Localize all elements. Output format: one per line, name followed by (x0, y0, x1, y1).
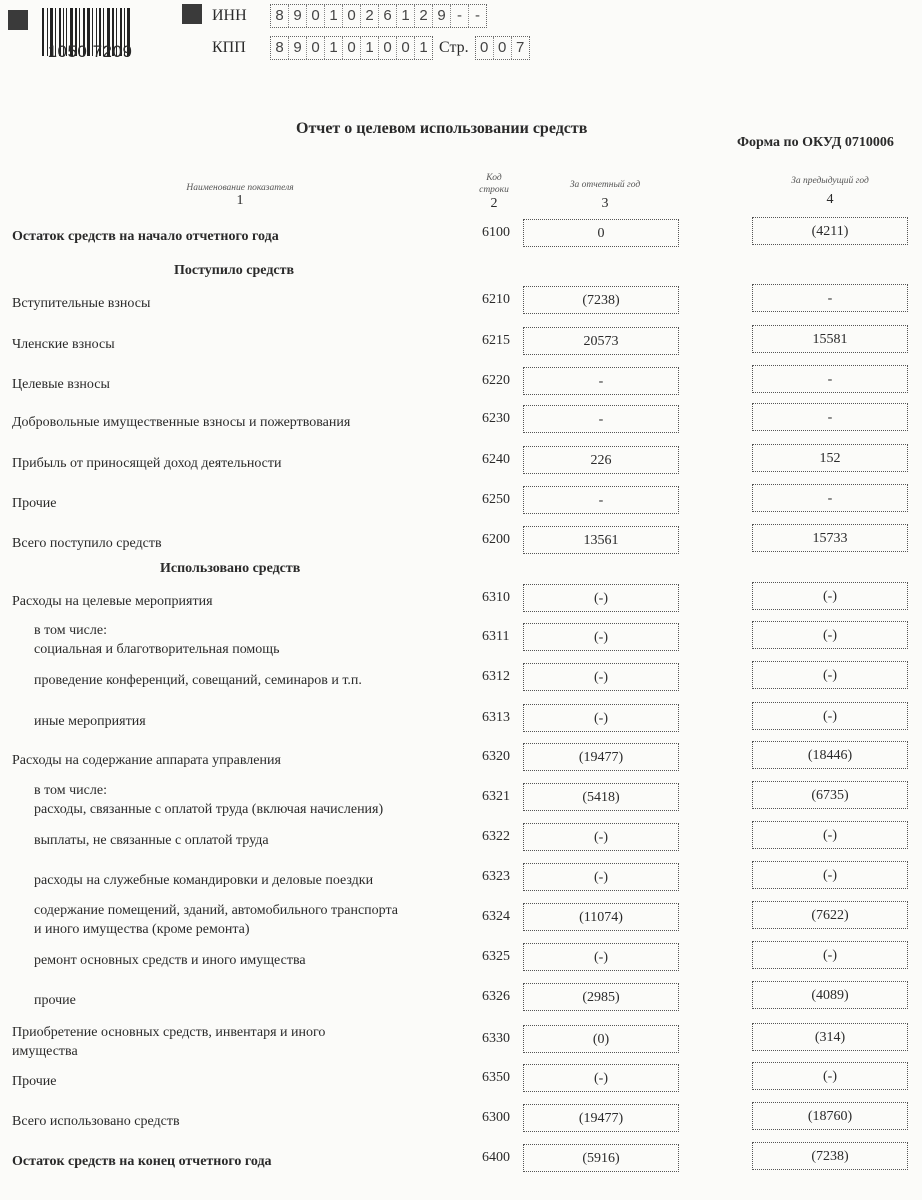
row-code: 6320 (482, 749, 510, 764)
value-current-year: (-) (523, 584, 679, 612)
row-label (12, 712, 146, 731)
row-label-text: расходы, связанные с оплатой труда (включая начисления) (34, 802, 384, 817)
kpp-digit: 0 (343, 37, 361, 59)
value-previous-year: - (752, 365, 908, 393)
row-label-text: прочие (34, 993, 76, 1008)
row-label-text: Остаток средств на конец отчетного года (12, 1154, 272, 1169)
row-label-text: расходы на служебные командировки и деловые поездки (34, 873, 374, 888)
page-title: Отчет о целевом использовании средств (296, 120, 588, 137)
row-code: 6326 (482, 989, 510, 1004)
kpp-digit: 1 (419, 39, 428, 56)
col-name-header (120, 183, 360, 209)
kpp-digit: 0 (379, 37, 397, 59)
row-label-text: Целевые взносы (12, 377, 110, 392)
row-label (12, 871, 373, 890)
barcode-number: 1050 7209 (42, 42, 138, 62)
row-label (12, 991, 76, 1010)
value-current-year: 20573 (523, 327, 679, 355)
row-label-text: Прочие (12, 496, 57, 511)
page-cells (475, 36, 530, 60)
form-code: Форма по ОКУД 0710006 (737, 135, 894, 150)
col-code-label: Код строки (479, 173, 509, 195)
row-code: 6323 (482, 869, 510, 884)
value-current-year: (-) (523, 943, 679, 971)
row-code: 6324 (482, 909, 510, 924)
value-current-year: - (523, 367, 679, 395)
row-code: 6322 (482, 829, 510, 844)
col-code-num: 2 (490, 196, 498, 211)
row-code: 6230 (482, 411, 510, 426)
value-previous-year: - (752, 484, 908, 512)
row-label (12, 413, 350, 432)
value-previous-year: (-) (752, 702, 908, 730)
value-previous-year: (-) (752, 661, 908, 689)
value-current-year: (2985) (523, 983, 679, 1011)
value-previous-year: (6735) (752, 781, 908, 809)
row-label (12, 781, 383, 819)
col-current-label: За отчетный год (569, 180, 641, 190)
row-code: 6200 (482, 532, 510, 547)
row-label-text: Добровольные имущественные взносы и пожертвования (12, 415, 351, 430)
row-label-prefix: в том числе: (34, 783, 107, 798)
value-current-year: - (523, 486, 679, 514)
value-current-year: (7238) (523, 286, 679, 314)
inn-digit: - (475, 7, 480, 24)
inn-digit: 2 (361, 5, 379, 27)
page-digit: 7 (515, 39, 525, 56)
row-code: 6400 (482, 1150, 510, 1165)
registration-marker-right (182, 4, 202, 24)
value-previous-year: 15733 (752, 524, 908, 552)
value-previous-year: (-) (752, 941, 908, 969)
inn-digit: 9 (289, 5, 307, 27)
value-previous-year: (7622) (752, 901, 908, 929)
row-code: 6325 (482, 949, 510, 964)
row-label (12, 534, 162, 553)
value-previous-year: - (752, 403, 908, 431)
col-current-header (525, 180, 685, 212)
value-current-year: (-) (523, 623, 679, 651)
row-code: 6321 (482, 789, 510, 804)
value-previous-year: (4211) (752, 217, 908, 245)
col-current-num: 3 (601, 196, 609, 211)
row-code: 6313 (482, 710, 510, 725)
kpp-digit: 0 (307, 37, 325, 59)
value-previous-year: (4089) (752, 981, 908, 1009)
registration-marker-left (8, 10, 28, 30)
row-label-text: Прибыль от приносящей доход деятельности (12, 456, 282, 471)
value-current-year: (11074) (523, 903, 679, 931)
row-label-prefix: в том числе: (34, 623, 107, 638)
col-previous-num: 4 (826, 192, 834, 207)
value-previous-year: (7238) (752, 1142, 908, 1170)
row-label-text-line2: и иного имущества (кроме ремонта) (34, 922, 250, 937)
value-current-year: 13561 (523, 526, 679, 554)
value-current-year: (-) (523, 823, 679, 851)
value-previous-year: 152 (752, 444, 908, 472)
row-label-text: иные мероприятия (34, 714, 146, 729)
row-label-text: Остаток средств на начало отчетного года (12, 229, 279, 244)
row-code: 6310 (482, 590, 510, 605)
value-previous-year: (314) (752, 1023, 908, 1051)
value-previous-year: (18760) (752, 1102, 908, 1130)
value-previous-year: - (752, 284, 908, 312)
row-label-text: Всего использовано средств (12, 1114, 180, 1129)
inn-cells (270, 4, 487, 28)
kpp-digit: 1 (361, 37, 379, 59)
row-label (12, 901, 398, 939)
value-previous-year: (-) (752, 621, 908, 649)
col-name-num: 1 (236, 193, 244, 208)
row-label-text: Приобретение основных средств, инвентаря и иного (12, 1025, 326, 1040)
row-label (12, 1072, 57, 1091)
row-label (12, 1152, 272, 1171)
kpp-digit: 9 (289, 37, 307, 59)
value-previous-year: (18446) (752, 741, 908, 769)
row-code: 6215 (482, 333, 510, 348)
kpp-row (212, 36, 530, 60)
row-label (12, 375, 110, 394)
value-previous-year: (-) (752, 1062, 908, 1090)
value-current-year: (-) (523, 704, 679, 732)
value-current-year: (-) (523, 863, 679, 891)
row-code: 6311 (482, 629, 510, 644)
inn-digit: 8 (271, 5, 289, 27)
row-code: 6240 (482, 452, 510, 467)
barcode (42, 8, 142, 68)
row-label (12, 621, 279, 659)
inn-digit: 1 (325, 5, 343, 27)
row-label (12, 294, 150, 313)
inn-digit: 1 (397, 5, 415, 27)
row-label (12, 1023, 325, 1061)
row-label-text: Членские взносы (12, 337, 115, 352)
row-label (12, 831, 269, 850)
row-label-text: выплаты, не связанные с оплатой труда (34, 833, 269, 848)
inn-row (212, 4, 487, 28)
kpp-digit: 8 (271, 37, 289, 59)
row-label-text: Всего поступило средств (12, 536, 162, 551)
value-previous-year: (-) (752, 582, 908, 610)
section-used: Использовано средств (160, 561, 301, 576)
row-code: 6220 (482, 373, 510, 388)
row-label-text-line2: имущества (12, 1044, 78, 1059)
row-code: 6350 (482, 1070, 510, 1085)
kpp-label: КПП (212, 39, 246, 56)
row-label (12, 951, 306, 970)
section-received: Поступило средств (174, 263, 295, 278)
value-current-year: 226 (523, 446, 679, 474)
row-code: 6210 (482, 292, 510, 307)
row-label-text: проведение конференций, совещаний, семинаров и т.п. (34, 673, 362, 688)
row-label-text: Расходы на целевые мероприятия (12, 594, 213, 609)
row-label-text: Расходы на содержание аппарата управления (12, 753, 281, 768)
row-label (12, 454, 282, 473)
row-label-text: социальная и благотворительная помощь (34, 642, 280, 657)
row-label (12, 1112, 180, 1131)
inn-digit: 0 (307, 5, 325, 27)
page-digit: 0 (494, 37, 512, 59)
row-code: 6100 (482, 225, 510, 240)
row-label (12, 751, 281, 770)
value-current-year: (-) (523, 663, 679, 691)
inn-label: ИНН (212, 7, 247, 24)
inn-digit: 0 (343, 5, 361, 27)
row-label-text: Прочие (12, 1074, 57, 1089)
row-label-text: содержание помещений, зданий, автомобильного транспорта (34, 903, 398, 918)
row-code: 6300 (482, 1110, 510, 1125)
row-label-text: Вступительные взносы (12, 296, 151, 311)
kpp-cells (270, 36, 433, 60)
value-current-year: 0 (523, 219, 679, 247)
inn-digit: 9 (433, 5, 451, 27)
row-label (12, 671, 362, 690)
col-name-label: Наименование показателя (186, 183, 294, 193)
page-label: Стр. (439, 39, 469, 56)
value-previous-year: 15581 (752, 325, 908, 353)
col-code-header (474, 172, 514, 212)
row-label (12, 335, 115, 354)
value-current-year: (5418) (523, 783, 679, 811)
row-label-text: ремонт основных средств и иного имущества (34, 953, 306, 968)
inn-digit: 2 (415, 5, 433, 27)
value-previous-year: (-) (752, 861, 908, 889)
value-current-year: - (523, 405, 679, 433)
row-code: 6312 (482, 669, 510, 684)
value-current-year: (19477) (523, 1104, 679, 1132)
value-current-year: (5916) (523, 1144, 679, 1172)
value-current-year: (-) (523, 1064, 679, 1092)
value-current-year: (0) (523, 1025, 679, 1053)
col-previous-label: За предыдущий год (791, 176, 869, 186)
row-code: 6330 (482, 1031, 510, 1046)
page-digit: 0 (476, 37, 494, 59)
value-current-year: (19477) (523, 743, 679, 771)
kpp-digit: 1 (325, 37, 343, 59)
col-previous-header (750, 176, 910, 208)
row-code: 6250 (482, 492, 510, 507)
value-previous-year: (-) (752, 821, 908, 849)
inn-digit: - (451, 5, 469, 27)
barcode-bar (42, 8, 44, 56)
row-label (12, 494, 57, 513)
row-label (12, 592, 213, 611)
inn-digit: 6 (379, 5, 397, 27)
row-label (12, 227, 279, 246)
kpp-digit: 0 (397, 37, 415, 59)
